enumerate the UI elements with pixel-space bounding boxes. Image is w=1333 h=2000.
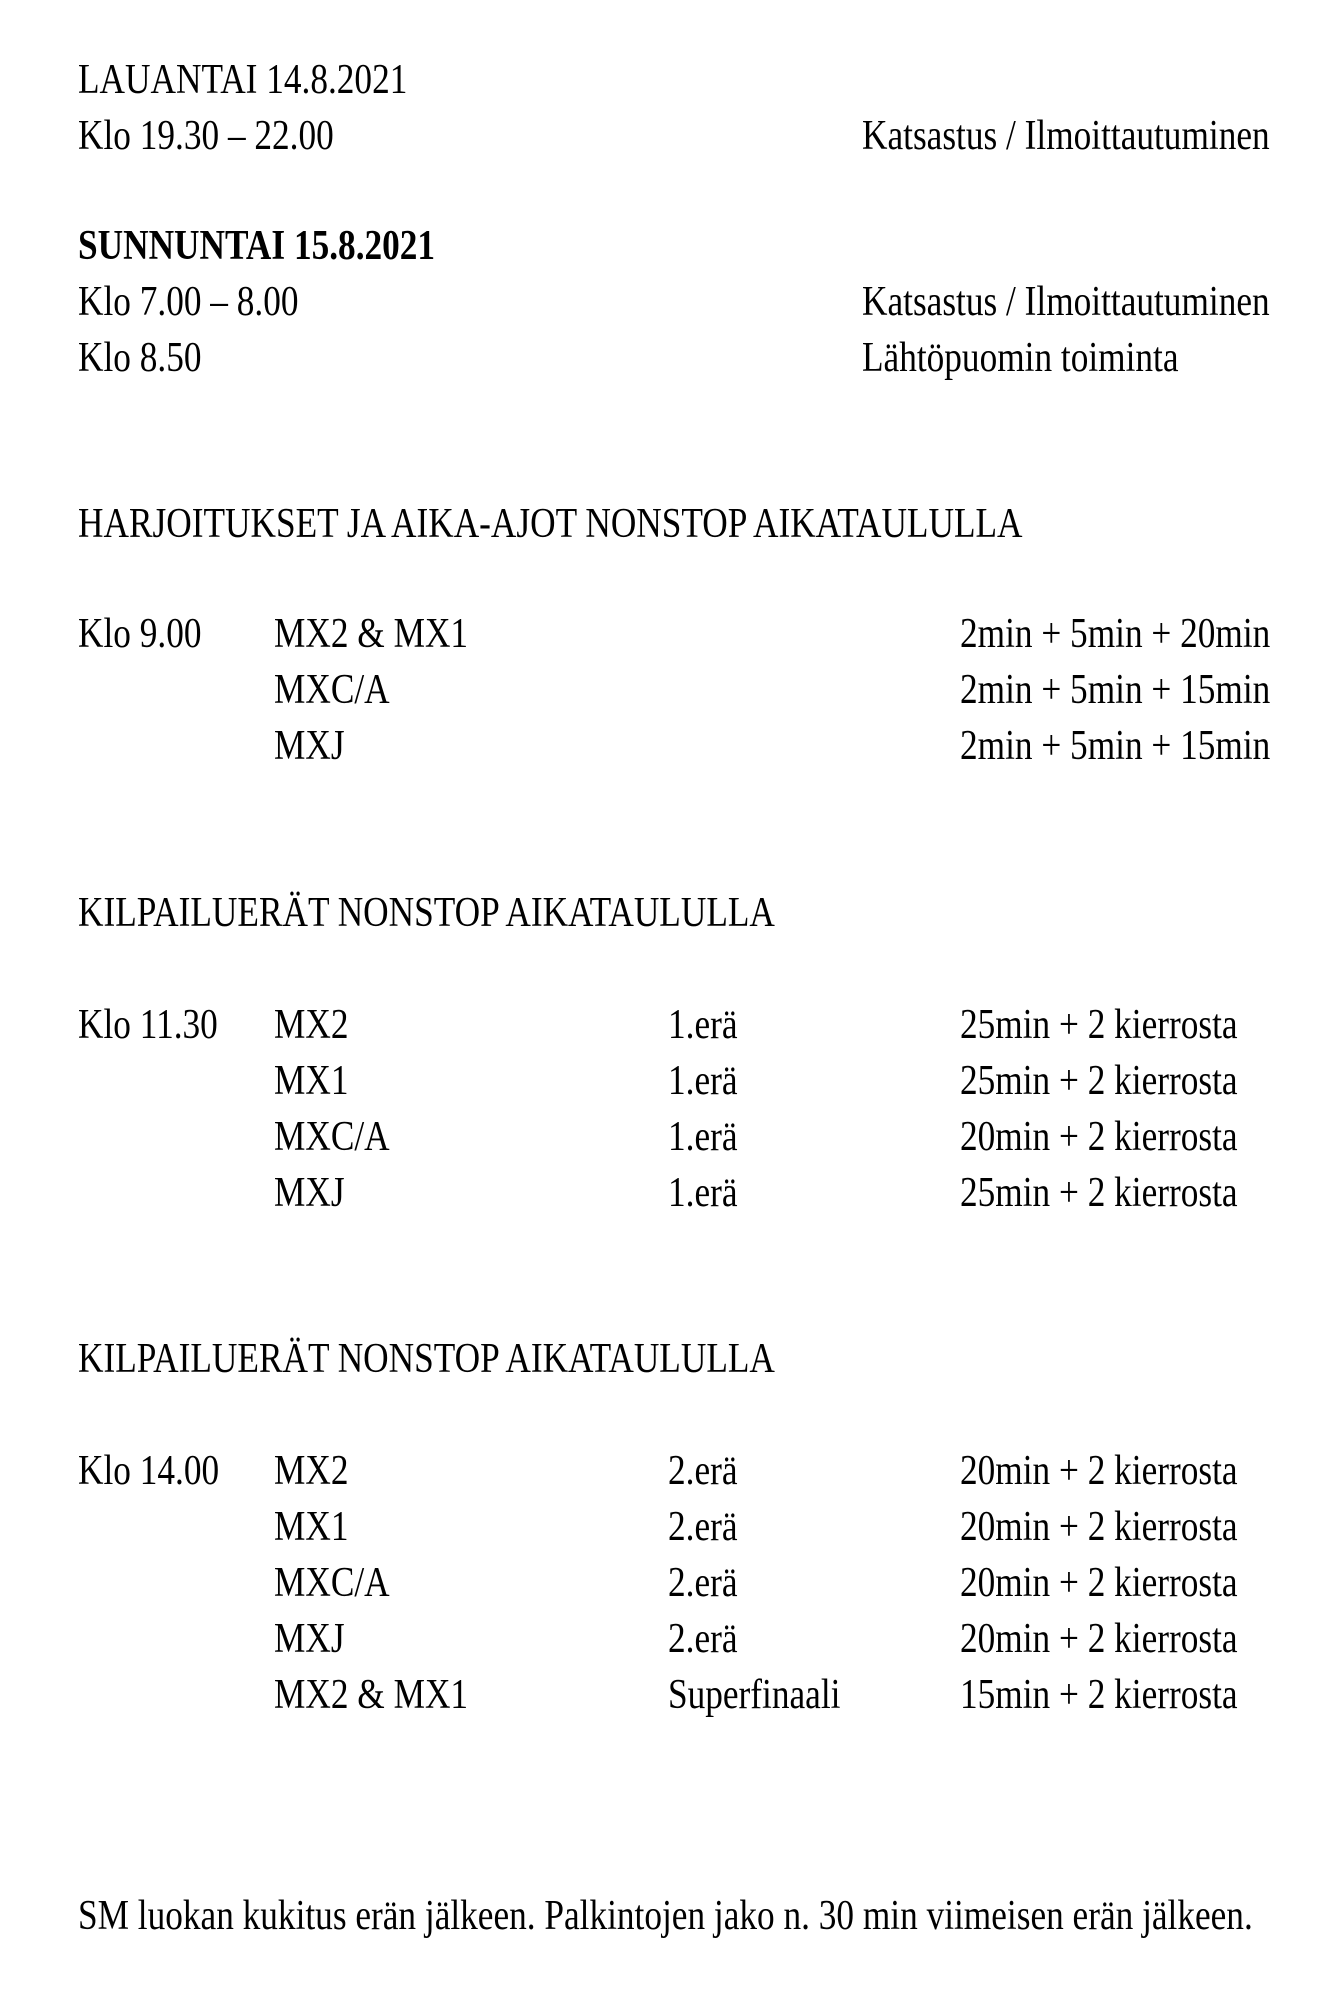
practice-class: MXJ bbox=[274, 723, 345, 769]
race1-time: Klo 11.30 bbox=[78, 1002, 218, 1048]
sunday-time: Klo 7.00 – 8.00 bbox=[78, 279, 299, 325]
race1-heat: 1.erä bbox=[668, 1114, 738, 1160]
race1-duration: 25min + 2 kierrosta bbox=[960, 1170, 1238, 1216]
saturday-activity: Katsastus / Ilmoittautuminen bbox=[862, 113, 1270, 159]
race2-class: MX1 bbox=[274, 1504, 349, 1550]
race2-class: MXJ bbox=[274, 1616, 345, 1662]
race2-heat: 2.erä bbox=[668, 1504, 738, 1550]
race1-class: MXJ bbox=[274, 1170, 345, 1216]
sunday-time: Klo 8.50 bbox=[78, 335, 202, 381]
race2-duration: 20min + 2 kierrosta bbox=[960, 1504, 1238, 1550]
saturday-time: Klo 19.30 – 22.00 bbox=[78, 113, 334, 159]
race2-duration: 20min + 2 kierrosta bbox=[960, 1560, 1238, 1606]
race2-duration: 20min + 2 kierrosta bbox=[960, 1448, 1238, 1494]
race1-heat: 1.erä bbox=[668, 1002, 738, 1048]
race2-duration: 15min + 2 kierrosta bbox=[960, 1672, 1238, 1718]
practice-heading: HARJOITUKSET JA AIKA-AJOT NONSTOP AIKATAULULLA bbox=[78, 501, 1023, 547]
practice-time: Klo 9.00 bbox=[78, 611, 202, 657]
practice-duration: 2min + 5min + 15min bbox=[960, 723, 1271, 769]
race1-duration: 25min + 2 kierrosta bbox=[960, 1002, 1238, 1048]
race2-heat: 2.erä bbox=[668, 1616, 738, 1662]
footer-note: SM luokan kukitus erän jälkeen. Palkintojen jako n. 30 min viimeisen erän jälkeen. bbox=[78, 1893, 1253, 1939]
sunday-heading: SUNNUNTAI 15.8.2021 bbox=[78, 223, 436, 269]
practice-duration: 2min + 5min + 20min bbox=[960, 611, 1271, 657]
practice-class: MXC/A bbox=[274, 667, 390, 713]
race2-class: MX2 bbox=[274, 1448, 349, 1494]
race2-class: MX2 & MX1 bbox=[274, 1672, 469, 1718]
race1-class: MX1 bbox=[274, 1058, 349, 1104]
race1-duration: 25min + 2 kierrosta bbox=[960, 1058, 1238, 1104]
race2-time: Klo 14.00 bbox=[78, 1448, 220, 1494]
saturday-heading: LAUANTAI 14.8.2021 bbox=[78, 57, 408, 103]
race1-duration: 20min + 2 kierrosta bbox=[960, 1114, 1238, 1160]
sunday-activity: Lähtöpuomin toiminta bbox=[862, 335, 1179, 381]
race1-heat: 1.erä bbox=[668, 1170, 738, 1216]
race2-class: MXC/A bbox=[274, 1560, 390, 1606]
race1-class: MXC/A bbox=[274, 1114, 390, 1160]
race2-heat: 2.erä bbox=[668, 1448, 738, 1494]
race2-heat: Superfinaali bbox=[668, 1672, 841, 1718]
race2-duration: 20min + 2 kierrosta bbox=[960, 1616, 1238, 1662]
sunday-activity: Katsastus / Ilmoittautuminen bbox=[862, 279, 1270, 325]
race2-heading: KILPAILUERÄT NONSTOP AIKATAULULLA bbox=[78, 1336, 775, 1382]
race1-class: MX2 bbox=[274, 1002, 349, 1048]
race2-heat: 2.erä bbox=[668, 1560, 738, 1606]
race1-heading: KILPAILUERÄT NONSTOP AIKATAULULLA bbox=[78, 890, 775, 936]
practice-class: MX2 & MX1 bbox=[274, 611, 469, 657]
practice-duration: 2min + 5min + 15min bbox=[960, 667, 1271, 713]
race1-heat: 1.erä bbox=[668, 1058, 738, 1104]
